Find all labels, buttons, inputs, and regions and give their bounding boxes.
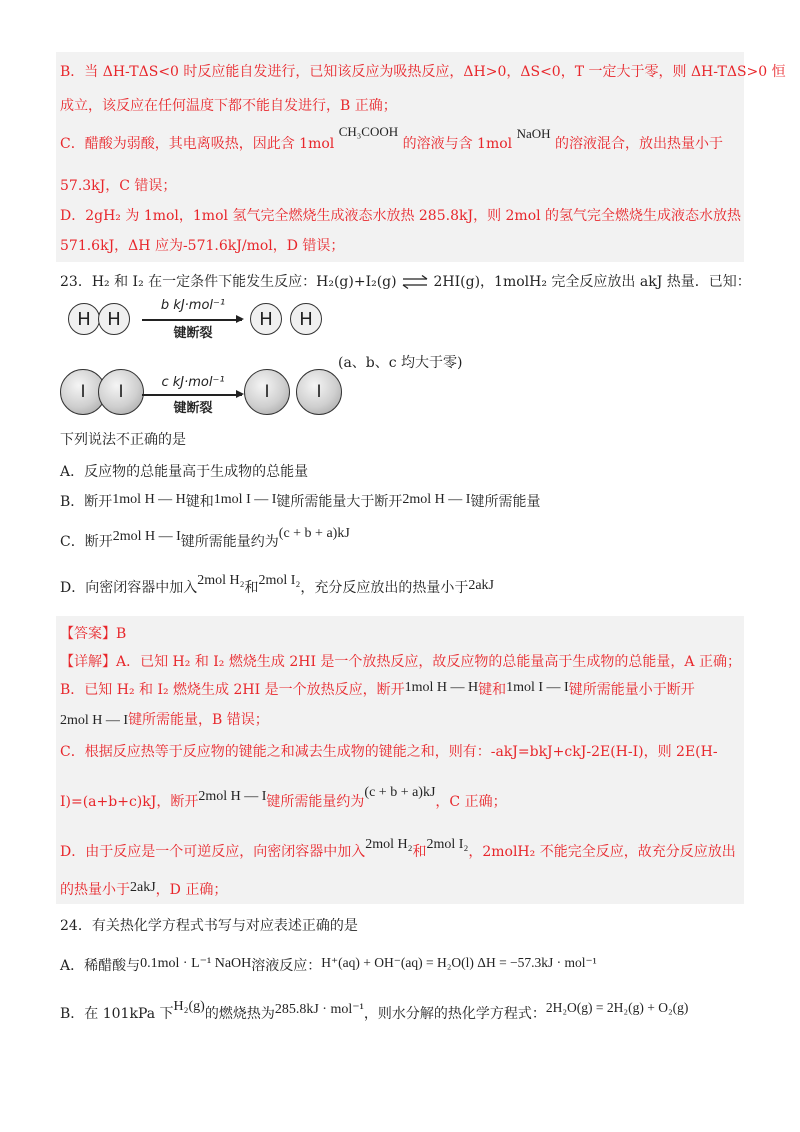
ans-d-text-1: D．由于反应是一个可逆反应，向密闭容器中加入 bbox=[60, 844, 366, 860]
q24-a-equation: H⁺(aq) + OH⁻(aq) = H₂O(l) ΔH = −57.3kJ · mol⁻¹ bbox=[321, 955, 597, 970]
answer-detail-a: 【详解】A．已知 H₂ 和 I₂ 燃烧生成 2HI 是一个放热反应，故反应物的总能量高于生成物的总能量，A 正确； bbox=[60, 654, 741, 670]
i-atom-left-2: I bbox=[98, 369, 144, 415]
diagram-note: (a、b、c 均大于零) bbox=[338, 355, 463, 371]
opt-d-2akj: 2akJ bbox=[468, 578, 495, 593]
h-break-label: 键断裂 bbox=[173, 326, 213, 341]
opt-b-text-5: 键所需能量大于断开 bbox=[276, 494, 403, 510]
ans-d-2akj: 2akJ bbox=[130, 880, 156, 895]
opt-b-hi: 2mol H — I bbox=[402, 492, 471, 507]
formula-acetic-acid: CH₃COOH bbox=[338, 124, 399, 139]
opt-b-hh: 1mol H — H bbox=[112, 492, 186, 507]
explanation-b-line1: B．当 ΔH-TΔS<0 时反应能自发进行，已知该反应为吸热反应，ΔH>0，ΔS<0，T 一定大于零，则 ΔH-TΔS>0 恒 bbox=[60, 64, 786, 80]
opt-c-hi: 2mol H — I bbox=[112, 529, 181, 544]
explanation-box-top bbox=[56, 52, 744, 262]
h-break-arrow bbox=[142, 319, 242, 321]
q24-a-concentration: 0.1mol · L⁻¹ NaOH bbox=[140, 956, 252, 971]
ans-b-text-1: B．已知 H₂ 和 I₂ 燃烧生成 2HI 是一个放热反应，断开 bbox=[60, 682, 405, 698]
q23-option-c bbox=[60, 526, 350, 553]
i-break-arrow bbox=[142, 394, 242, 396]
ans-c-hi: 2mol H — I bbox=[198, 789, 267, 804]
h-bond-energy-label: b kJ·mol⁻¹ bbox=[160, 298, 226, 313]
q24-a-text-1: A．稀醋酸与 bbox=[60, 958, 141, 974]
ans-d-text-8: ，D 正确； bbox=[155, 882, 228, 898]
opt-d-h2: 2mol H₂ bbox=[197, 573, 245, 588]
ans-b-text-5: 键所需能量小于断开 bbox=[568, 682, 695, 698]
q24-option-a bbox=[60, 956, 597, 977]
h-atom-right-1: H bbox=[250, 303, 282, 335]
q24-stem: 24．有关热化学方程式书写与对应表述正确的是 bbox=[60, 918, 358, 934]
ans-d-text-6: 的热量小于 bbox=[60, 882, 130, 898]
formula-naoh: NaOH bbox=[516, 126, 551, 141]
h-atom-left-2: H bbox=[98, 303, 130, 335]
answer-detail-b2 bbox=[60, 710, 269, 731]
answer-detail-d1 bbox=[60, 837, 736, 863]
answer-label: 【答案】B bbox=[60, 626, 127, 642]
ans-b-hh: 1mol H — H bbox=[404, 680, 479, 695]
explanation-d-line1: D．2gH₂ 为 1mol，1mol 氢气完全燃烧生成液态水放热 285.8kJ，则 2mol 的氢气完全燃烧生成液态水放热 bbox=[60, 208, 742, 224]
ans-d-text-5: ，2molH₂ 不能完全反应，故充分反应放出 bbox=[468, 844, 736, 860]
opt-c-text-1: C．断开 bbox=[60, 534, 113, 550]
ans-d-h2: 2mol H₂ bbox=[365, 837, 413, 852]
opt-d-text-1: D．向密闭容器中加入 bbox=[60, 580, 198, 596]
q24-option-b bbox=[60, 999, 689, 1025]
c-text-b: 的溶液与含 1mol bbox=[402, 136, 513, 152]
ans-b-hi: 2mol H — I bbox=[60, 713, 129, 728]
i-atom-right-2: I bbox=[296, 369, 342, 415]
ans-b-text-7: 键所需能量，B 错误； bbox=[128, 712, 269, 728]
i-atom-left-1: I bbox=[60, 369, 106, 415]
opt-b-text-7: 键所需能量 bbox=[470, 494, 541, 510]
explanation-d-line2: 571.6kJ，ΔH 应为-571.6kJ/mol，D 错误； bbox=[60, 238, 345, 254]
q24-b-heat: 285.8kJ · mol⁻¹ bbox=[274, 1002, 364, 1017]
answer-detail-c1: C．根据反应热等于反应物的键能之和减去生成物的键能之和，则有：-akJ=bkJ+ckJ-2E(H-I)，则 2E(H- bbox=[60, 744, 718, 760]
q23-option-d bbox=[60, 573, 495, 599]
c-text-c: 的溶液混合，放出热量小于 bbox=[554, 136, 723, 152]
opt-d-i2: 2mol I₂ bbox=[258, 573, 301, 588]
q23-option-b bbox=[60, 492, 540, 513]
i-break-label: 键断裂 bbox=[173, 401, 213, 416]
ans-c-text-c: 键所需能量约为 bbox=[266, 794, 365, 810]
q23-stem-b: 2HI(g)，1molH₂ 完全反应放出 akJ 热量．已知： bbox=[433, 274, 751, 290]
c-text-a: C．醋酸为弱酸，其电离吸热，因此含 1mol bbox=[60, 136, 335, 152]
explanation-b-line2: 成立，该反应在任何温度下都不能自发进行，B 正确； bbox=[60, 98, 397, 114]
q24-a-text-3: 溶液反应： bbox=[251, 958, 322, 974]
equilibrium-arrow-icon bbox=[401, 275, 429, 289]
answer-detail-d2 bbox=[60, 880, 227, 901]
q24-b-text-5: ，则水分解的热化学方程式： bbox=[363, 1006, 546, 1022]
q23-option-a: A．反应物的总能量高于生成物的总能量 bbox=[60, 464, 309, 480]
opt-b-text-1: B．断开 bbox=[60, 494, 113, 510]
q24-b-h2: H₂(g) bbox=[173, 999, 205, 1014]
ans-d-text-3: 和 bbox=[412, 844, 427, 860]
answer-detail-b bbox=[60, 680, 695, 701]
opt-b-text-3: 键和 bbox=[185, 494, 214, 510]
opt-d-text-3: 和 bbox=[244, 580, 259, 596]
explanation-c-line2: 57.3kJ，C 错误； bbox=[60, 178, 177, 194]
q24-b-equation: 2H₂O(g) = 2H₂(g) + O₂(g) bbox=[545, 1000, 689, 1015]
i-atom-right-1: I bbox=[244, 369, 290, 415]
q24-b-text-1: B．在 101kPa 下 bbox=[60, 1006, 174, 1022]
h-atom-right-2: H bbox=[290, 303, 322, 335]
opt-b-ii: 1mol I — I bbox=[213, 492, 277, 507]
ans-d-i2: 2mol I₂ bbox=[426, 837, 469, 852]
ans-c-text-a: I)=(a+b+c)kJ，断开 bbox=[60, 794, 199, 810]
ans-b-text-3: 键和 bbox=[478, 682, 507, 698]
explanation-c-line1 bbox=[60, 124, 723, 154]
ans-c-energy: (c + b + a)kJ bbox=[364, 785, 436, 800]
i-bond-energy-label: c kJ·mol⁻¹ bbox=[161, 375, 225, 390]
opt-d-text-5: ，充分反应放出的热量小于 bbox=[300, 580, 469, 596]
q23-stem-a: 23．H₂ 和 I₂ 在一定条件下能发生反应：H₂(g)+I₂(g) bbox=[60, 274, 397, 290]
ans-c-text-e: ，C 正确； bbox=[435, 794, 507, 810]
q24-b-text-3: 的燃烧热为 bbox=[204, 1006, 275, 1022]
ans-b-ii: 1mol I — I bbox=[506, 680, 569, 695]
q23-stem bbox=[60, 272, 751, 292]
h-atom-left-1: H bbox=[68, 303, 100, 335]
q23-question: 下列说法不正确的是 bbox=[60, 432, 186, 448]
opt-c-text-3: 键所需能量约为 bbox=[180, 534, 279, 550]
opt-c-energy: (c + b + a)kJ bbox=[278, 526, 350, 541]
answer-detail-c2 bbox=[60, 785, 507, 813]
